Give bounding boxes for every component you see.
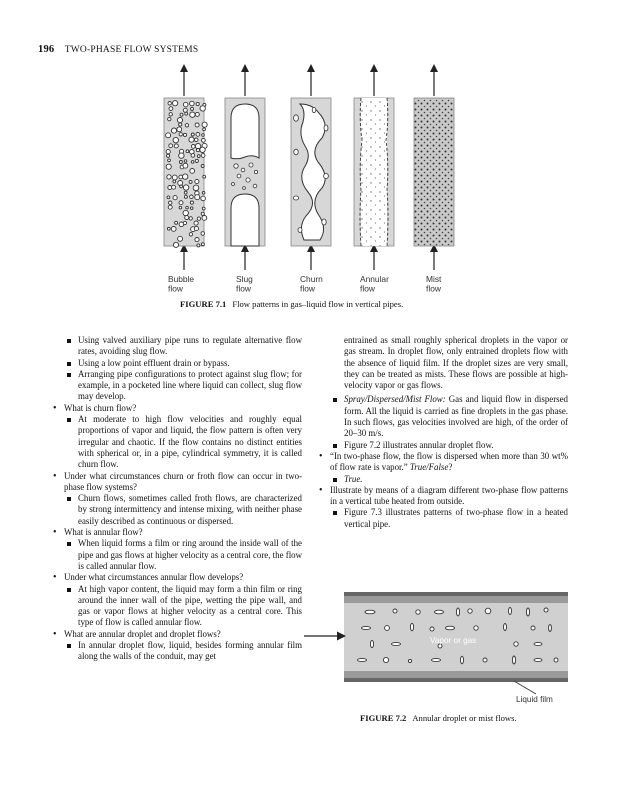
bubble <box>191 161 194 164</box>
bubble <box>196 149 199 152</box>
list-item: Using valved auxiliary pipe runs to regulate alternative flow rates, avoiding slug flow. <box>52 335 302 358</box>
bubble <box>166 164 171 169</box>
bubble <box>177 127 182 132</box>
label-liquid-film: Liquid film <box>516 695 553 704</box>
bubble <box>196 133 200 137</box>
bubble <box>189 217 192 220</box>
bubble <box>171 128 176 133</box>
bubble <box>201 154 205 158</box>
list-item: At high vapor content, the liquid may form a thin film or ring around the inner wall of the pipe, wetting the pipe wall, and gas or vapor flows at higher velocity as a central core. This type of flow is called annular flow. <box>52 584 302 629</box>
list-item: Churn flows, sometimes called froth flows, are characterized by strong intermittency and intense mixing, with neither phase easily described as continuous or dispersed. <box>52 493 302 527</box>
bubble <box>168 205 172 209</box>
list-item: When liquid forms a film or ring around the inside wall of the pipe and gas flows at higher velocity as a central core, the flow is called annular flow. <box>52 538 302 572</box>
bubble <box>201 196 206 201</box>
bubble <box>202 122 207 127</box>
list-item: Figure 7.3 illustrates patterns of two-phase flow in a heated vertical pipe. <box>318 507 568 530</box>
bubble <box>202 192 205 195</box>
bubble <box>179 206 182 209</box>
left-column <box>52 335 302 663</box>
liquid-film-pointer <box>514 681 536 694</box>
bubble <box>190 101 195 106</box>
bubble <box>169 144 173 148</box>
slug-flow-tube <box>225 98 265 246</box>
figure-7-2 <box>300 578 580 708</box>
list-item: At moderate to high flow velocities and roughly equal proportions of vapor and liquid, the flow pattern is often very irregular and chaotic. If the flow contains no distinct entities with spherical or, in a pipe, cylindrical symmetry, it is called churn flow. <box>52 414 302 470</box>
bubble <box>202 134 205 137</box>
bubble <box>201 165 204 168</box>
bubble <box>194 226 198 230</box>
bubble <box>189 137 194 142</box>
bubble <box>183 108 187 112</box>
question-text: “In two-phase flow, the flow is dispersed when more than 30 wt% of flow rate is vapor.” <box>330 450 568 473</box>
bubble <box>186 206 189 209</box>
answer-text: True. <box>344 473 363 484</box>
bubble <box>189 233 192 236</box>
bubble <box>195 238 199 242</box>
figure-7-1-caption-text: Flow patterns in gas–liquid flow in vertical pipes. <box>232 299 404 309</box>
bubble <box>172 185 176 189</box>
bubble <box>184 195 187 198</box>
list-item: Using a low point effluent drain or bypass. <box>52 358 302 369</box>
bubble <box>194 138 198 142</box>
bubble <box>167 227 170 230</box>
bubble <box>195 195 200 200</box>
bubble <box>173 196 177 200</box>
bubble <box>173 242 178 247</box>
bubble <box>186 150 189 153</box>
bubble <box>183 163 188 168</box>
question-item: • What is churn flow? <box>52 403 302 414</box>
bubble <box>183 221 186 224</box>
bubble <box>200 147 205 152</box>
bubble <box>191 107 194 110</box>
bubble <box>183 102 188 107</box>
bubble <box>202 216 207 221</box>
bubble <box>202 207 205 210</box>
bubble <box>185 216 189 220</box>
continuation-paragraph: entrained as small roughly spherical droplets in the vapor or gas stream. In droplet flow, only entrained droplets flow with the absence of liquid film. If the droplet sizes are very small, they can be treated as mists. These flows are possible at high-velocity vapor or gas flows. <box>344 335 568 391</box>
bubble <box>197 244 200 247</box>
annular-flow-tube <box>354 98 394 246</box>
figure-7-2-caption <box>360 713 517 723</box>
mist-flow-tube <box>414 98 454 246</box>
page-number: 196 <box>38 44 55 55</box>
churn-flow-tube <box>291 98 331 246</box>
list-item: Figure 7.2 illustrates annular droplet flow. <box>318 440 568 451</box>
bubble <box>183 174 188 179</box>
bubble <box>191 133 194 136</box>
list-item-answer <box>318 474 568 485</box>
spray-text: Gas and liquid flow in dispersed form. All the liquid is carried as fine droplets in the gas phase. In such flows, gas velocities involved are high, of the order of 20–30 m/s. <box>344 394 568 439</box>
bubble <box>195 112 199 116</box>
bubble <box>179 133 182 136</box>
figure-7-1 <box>0 0 617 300</box>
bubble <box>190 169 195 174</box>
bubble <box>168 102 171 105</box>
bubble <box>169 107 173 111</box>
label-bubble: Bubble flow <box>168 274 195 294</box>
bubble <box>184 160 187 163</box>
bubble <box>185 112 188 115</box>
list-item-spray <box>318 394 568 439</box>
label-mist: Mist flow <box>426 274 442 294</box>
bubble <box>203 175 206 178</box>
bubble <box>190 201 193 204</box>
bubble <box>167 154 170 157</box>
true-false-tag: True/False <box>409 462 449 473</box>
bubble <box>183 210 188 215</box>
bubble <box>200 106 205 111</box>
bubble <box>190 207 193 210</box>
bubble <box>201 232 205 236</box>
bubble <box>178 181 183 186</box>
question-item: • What is annular flow? <box>52 527 302 538</box>
bubble <box>185 124 188 127</box>
list-item: In annular droplet flow, liquid, besides forming annular film along the walls of the conduit, may get <box>52 640 302 663</box>
bubble <box>201 212 204 215</box>
bubble <box>190 112 195 117</box>
bubble-flow-tube <box>164 98 207 248</box>
running-title: TWO-PHASE FLOW SYSTEMS <box>64 45 199 55</box>
bubble <box>167 175 171 179</box>
bubble <box>166 133 171 138</box>
bubble <box>173 137 178 142</box>
bubble <box>194 221 198 225</box>
figure-7-1-caption <box>180 299 403 309</box>
bubble <box>197 217 200 220</box>
bubble <box>191 154 195 158</box>
bubble <box>171 227 176 232</box>
bubble <box>175 221 178 224</box>
bubble <box>189 180 192 183</box>
bubble <box>190 195 194 199</box>
bubble <box>191 145 195 149</box>
bubble <box>178 236 183 241</box>
figure-7-2-label: FIGURE 7.2 <box>360 713 407 723</box>
question-item: • What are annular droplet and droplet flows? <box>52 629 302 640</box>
bubble <box>195 123 199 127</box>
bubble <box>167 196 170 199</box>
bubble <box>183 133 186 136</box>
bubble <box>193 185 199 191</box>
bubble <box>169 201 172 204</box>
bubble <box>180 113 183 116</box>
bubble <box>195 159 198 162</box>
label-annular: Annular flow <box>360 274 389 294</box>
bubble <box>168 159 171 162</box>
bubble <box>166 150 170 154</box>
label-churn: Churn flow <box>300 274 323 294</box>
bubble <box>174 144 178 148</box>
bubble <box>197 155 200 158</box>
figure-7-1-label: FIGURE 7.1 <box>180 299 227 309</box>
bubble <box>201 243 204 246</box>
bubble <box>202 138 206 142</box>
question-item: • Under what circumstances churn or froth flow can occur in two-phase flow systems? <box>52 471 302 494</box>
bubble <box>177 118 182 123</box>
bubble <box>180 185 183 188</box>
bubble <box>184 191 187 194</box>
right-column <box>318 335 568 530</box>
bubble <box>195 179 199 183</box>
question-item: • “In two-phase flow, the flow is dispersed when more than 30 wt% of flow rate is vapor.” True/False? <box>318 451 568 474</box>
question-item: • Illustrate by means of a diagram different two-phase flow patterns in a vertical tube heated from outside. <box>318 485 568 508</box>
bubble <box>179 123 182 126</box>
spray-term: Spray/Dispersed/Mist Flow: <box>344 394 446 405</box>
figure-7-2-caption-text: Annular droplet or mist flows. <box>412 713 517 723</box>
list-item: Arranging pipe configurations to protect against slug flow; for example, in a pocketed line where liquid can collect, slug flow may develop. <box>52 369 302 403</box>
bubble <box>203 128 206 131</box>
bubble <box>168 117 171 120</box>
bubble <box>169 113 172 116</box>
bubble <box>179 153 184 158</box>
bubble <box>179 161 182 164</box>
bubble <box>172 175 177 180</box>
bubble <box>196 102 199 105</box>
question-item: • Under what circumstances annular flow develops? <box>52 572 302 583</box>
label-vapor-or-gas: Vapor or gas <box>430 636 477 645</box>
label-slug: Slug flow <box>236 274 253 294</box>
bubble <box>183 185 188 190</box>
bubble <box>173 101 178 106</box>
bubble <box>179 201 183 205</box>
bubble <box>173 180 176 183</box>
